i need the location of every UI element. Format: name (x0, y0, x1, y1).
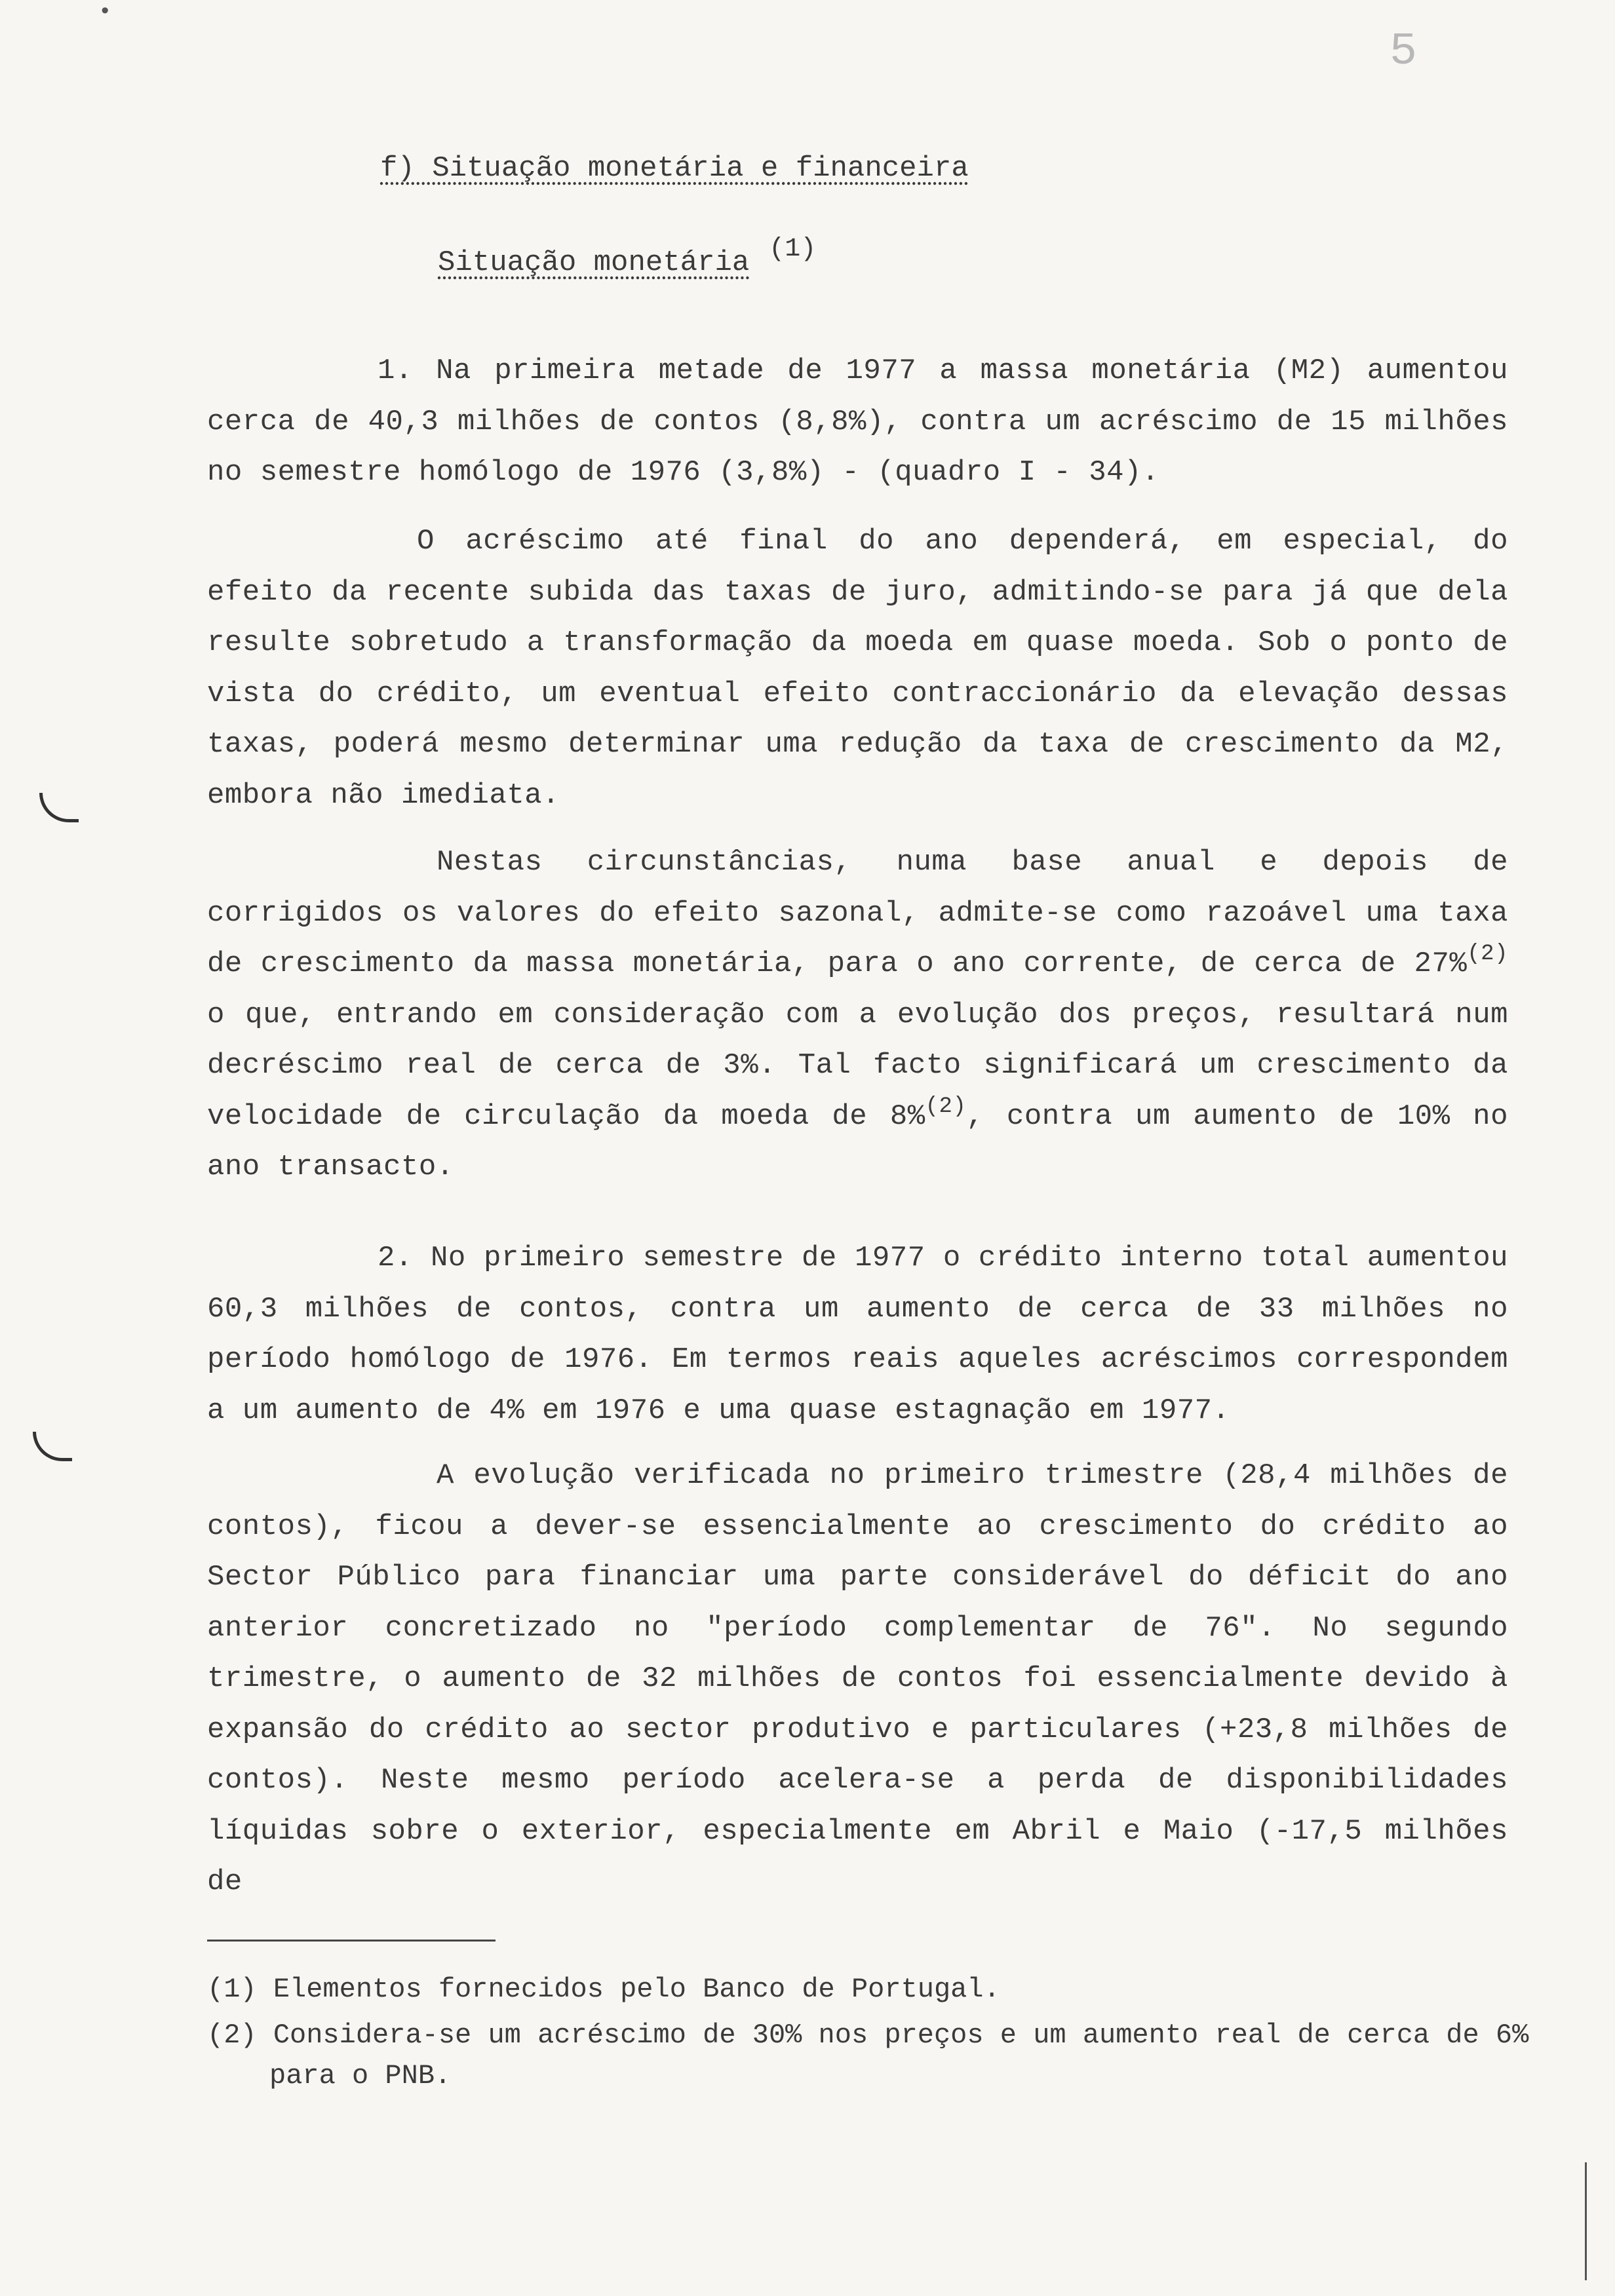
paragraph-2: O acréscimo até final do ano dependerá, em especial, do efeito da recente subida das taxas de juro, admitindo-se para já que dela resulte sobretudo a transformação da moeda em quase moeda. Sob o ponto de vista do crédito, um eventual efeito contraccionário da elevação dessas taxas, poderá mesmo determinar uma redução da taxa de crescimento da M2, embora não imediata. (207, 525, 1508, 812)
paragraph-4: 2. No primeiro semestre de 1977 o crédito interno total aumentou 60,3 milhões de contos, contra um aumento de cerca de 33 milhões no período homólogo de 1976. Em termos reais aqueles acréscimos correspondem a um aumento de 4% em 1976 e uma quase estagnação em 1977. (207, 1242, 1508, 1427)
section-heading: f) Situação monetária e financeira (380, 152, 969, 185)
paragraph-3: Nestas circunstâncias, numa base anual e depois de corrigidos os valores do efeito sazonal, admite-se como razoável uma taxa de crescimento da massa monetária, para o ano corrente, de cerca de 27%$^{(2)}$ o que, entrando em consideração com a evolução dos preços, resultará num decréscimo real de cerca de 3%. Tal facto significará um crescimento da velocidade de circulação da moeda de 8%$^{(2)}$, contra um aumento de 10% no ano transacto. (207, 846, 1508, 1183)
footnote-separator (207, 1940, 496, 1942)
binder-mark (33, 1432, 72, 1461)
subsection-heading (438, 235, 816, 279)
binder-mark (39, 793, 79, 822)
scan-speck: • (98, 0, 112, 25)
paragraph-1: 1. Na primeira metade de 1977 a massa monetária (M2) aumentou cerca de 40,3 milhões de contos (8,8%), contra um acréscimo de 15 milhões no semestre homólogo de 1976 (3,8%) - (quadro I - 34). (207, 354, 1508, 489)
footnote-ref-1: (1) (769, 235, 817, 264)
footnote-ref-2b: (2) (925, 1094, 967, 1119)
page-number: 5 (1390, 26, 1418, 78)
footnote-2: (2) Considera-se um acréscimo de 30% nos preços e um aumento real de cerca de 6% para o PNB. (207, 2019, 1529, 2092)
paragraph-5: A evolução verificada no primeiro trimestre (28,4 milhões de contos), ficou a dever-se essencialmente ao crescimento do crédito ao Sector Público para financiar uma parte considerável do déficit do ano anterior concretizado no "período complementar de 76". No segundo trimestre, o aumento de 32 milhões de contos foi essencialmente devido à expansão do crédito ao sector produtivo e particulares (+23,8 milhões de contos). Neste mesmo período acelera-se a perda de disponibilidades líquidas sobre o exterior, especialmente em Abril e Maio (-17,5 milhões de (207, 1459, 1508, 1898)
footnote-ref-2a: (2) (1467, 942, 1508, 966)
footnote-1: (1) Elementos fornecidos pelo Banco de Portugal. (207, 1974, 1000, 2005)
scan-edge (1585, 2162, 1587, 2280)
subsection-heading-text: Situação monetária (438, 246, 750, 279)
